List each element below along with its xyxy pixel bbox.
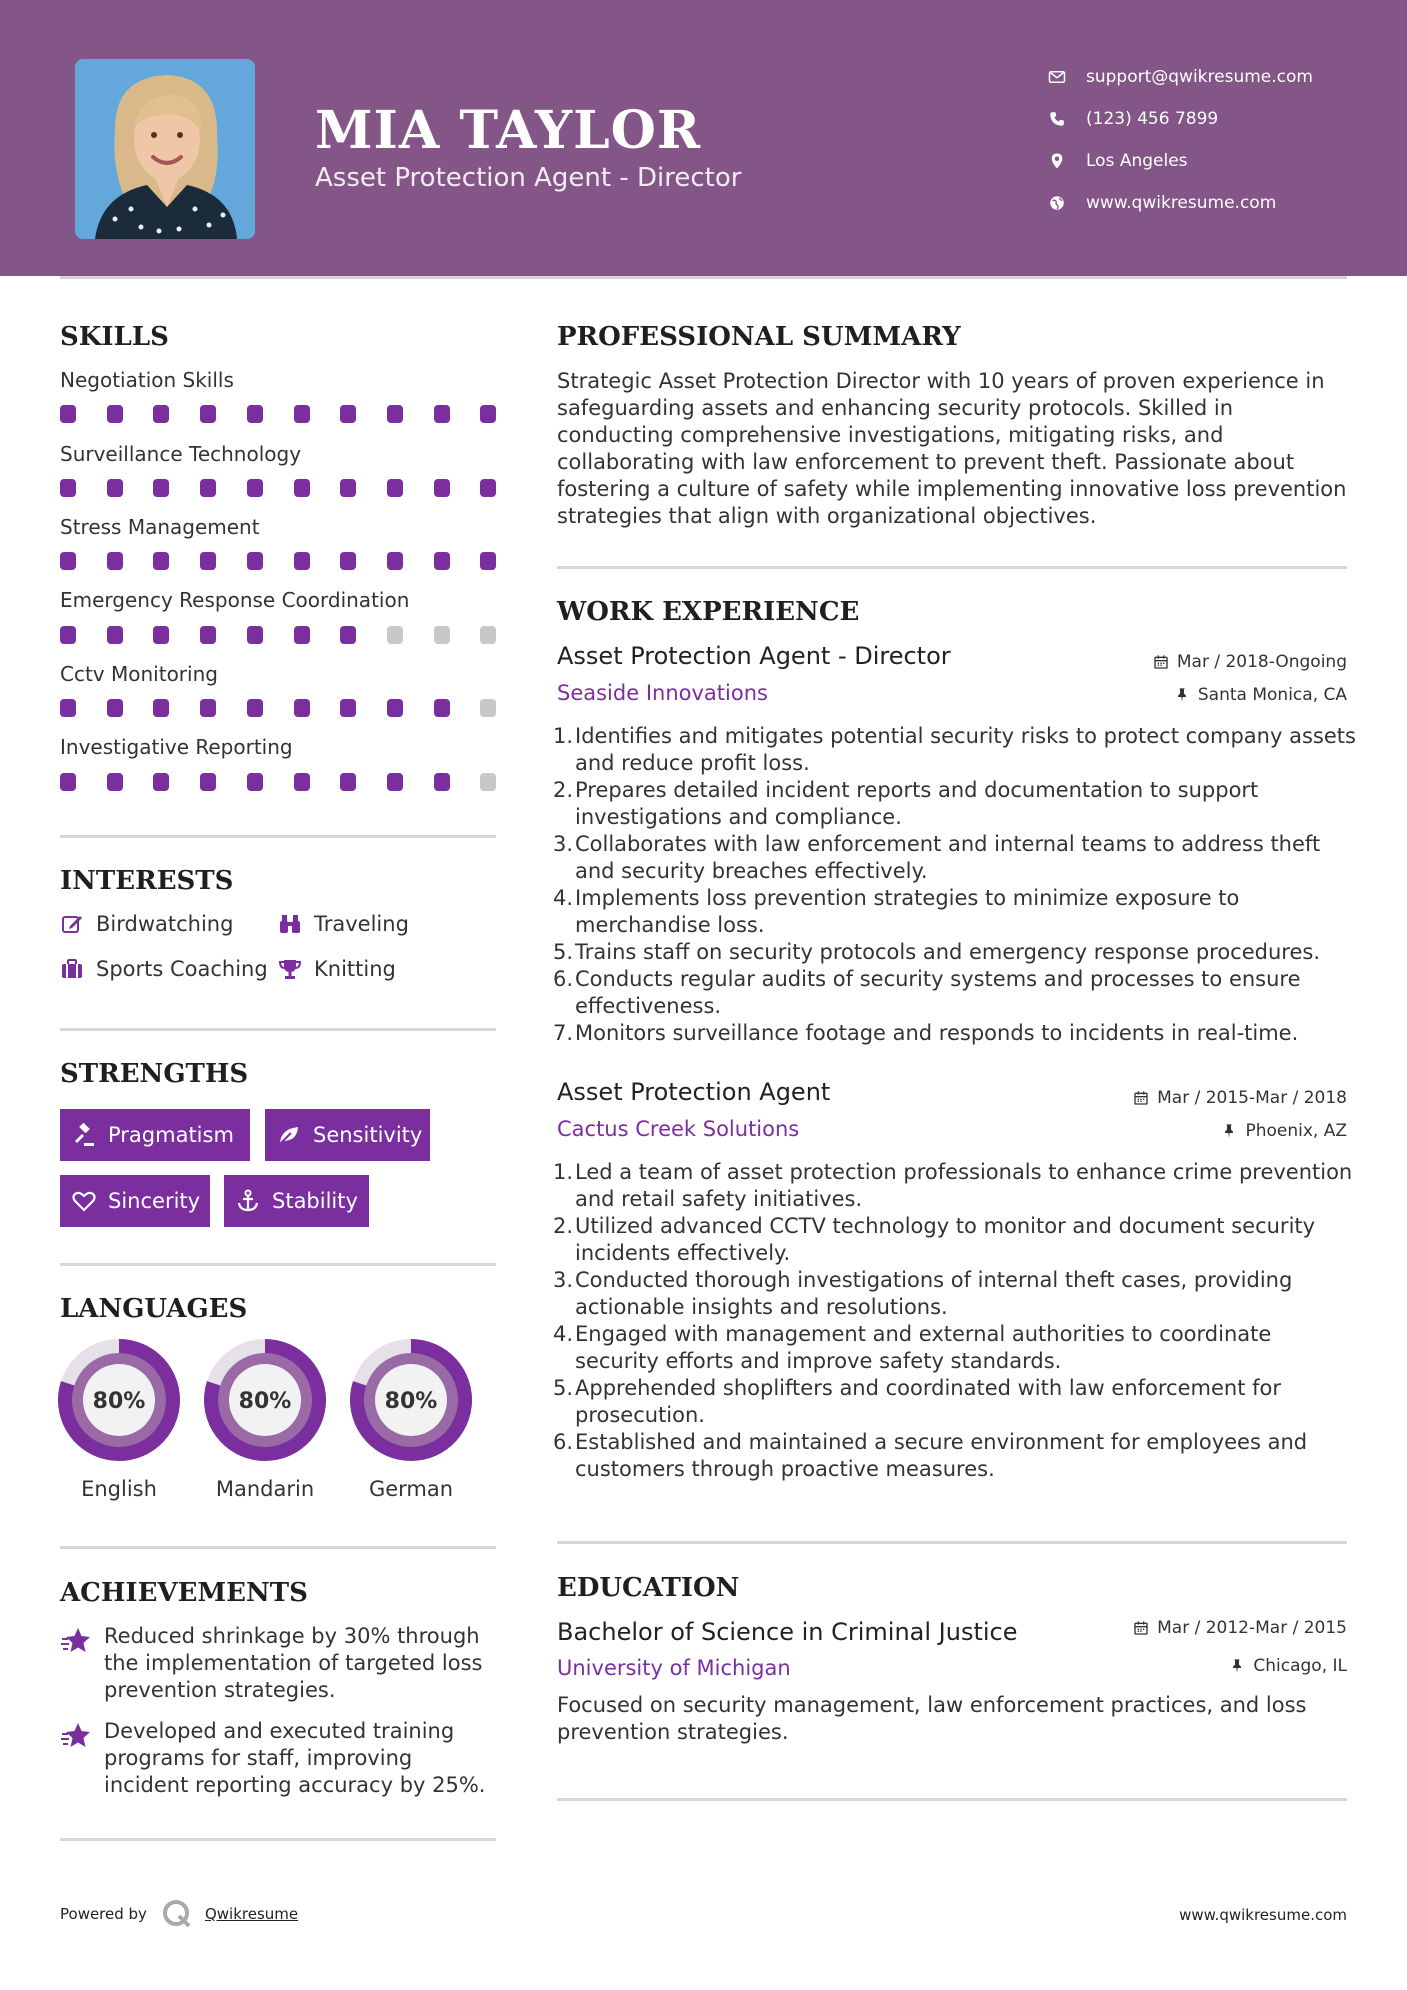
star-icon [60,1625,92,1657]
trophy-icon [278,957,302,981]
skill-dot [480,479,496,497]
job-location-text: Phoenix, AZ [1245,1121,1347,1141]
language-ring [58,1339,180,1461]
skill-dot [107,479,123,497]
interests-heading: INTERESTS [60,866,234,896]
language-percent: 80% [384,1389,438,1414]
job-title: Asset Protection Agent - Director [557,642,951,670]
job-bullet: 4. Engaged with management and external authorities to coordinate security efforts and improve safety standards. [553,1322,1272,1373]
job-bullet: 6. Established and maintained a secure environment for employees and customers through proactive measures. [553,1430,1308,1481]
language-item [58,1339,180,1501]
skill-name: Investigative Reporting [60,735,293,759]
section-divider [60,1838,496,1841]
skill-dot [387,773,403,791]
skill-dot [60,626,76,644]
gavel-icon [72,1123,96,1147]
contact-list [1048,56,1313,224]
achievements-heading: ACHIEVEMENTS [60,1578,308,1608]
job-location [1221,1121,1347,1141]
candidate-role: Asset Protection Agent - Director [315,163,742,193]
pushpin-icon [1229,1658,1245,1674]
heart-icon [72,1189,96,1213]
skill-dot [107,626,123,644]
skill-dot [434,479,450,497]
skill-rating [60,479,496,497]
skill-dot [60,699,76,717]
skill-dot [200,699,216,717]
section-divider [557,1541,1347,1544]
section-divider [557,1798,1347,1801]
skill-dot [294,552,310,570]
skill-dot [340,479,356,497]
skill-dot [480,552,496,570]
education-dates [1133,1618,1347,1638]
location-pin-icon [1048,152,1066,170]
job-bullet: 4. Implements loss prevention strategies to minimize exposure to merchandise loss. [553,886,1240,937]
skill-rating [60,773,496,791]
education-school: University of Michigan [557,1656,791,1680]
calendar-icon [1153,654,1169,670]
footer-powered-by [60,1898,298,1930]
education-dates-text: Mar / 2012-Mar / 2015 [1157,1618,1347,1638]
language-item [204,1339,326,1501]
skill-dot [294,773,310,791]
strength-badge [224,1175,369,1227]
skill-dot [247,773,263,791]
skill-dot [153,552,169,570]
section-divider [60,1028,496,1031]
skill-dot [294,405,310,423]
skill-dot [107,773,123,791]
pushpin-icon [1174,687,1190,703]
header-divider [60,276,1347,279]
skill-dot [387,479,403,497]
skill-dot [480,699,496,717]
binoculars-icon [278,912,302,936]
section-divider [60,1263,496,1266]
star-icon [60,1720,92,1752]
pushpin-icon [1221,1123,1237,1139]
language-name: Mandarin [215,1477,315,1501]
qwikresume-logo-icon [161,1898,193,1930]
achievement-text: Reduced shrinkage by 30% through the implementation of targeted loss prevention strategies. [104,1624,483,1702]
skill-dot [340,699,356,717]
interest-label: Sports Coaching [96,957,268,981]
job-dates [1133,1088,1347,1108]
interest-item [278,957,396,981]
skill-dot [200,773,216,791]
calendar-icon [1133,1620,1149,1636]
skill-dot [434,552,450,570]
strength-badge [60,1175,210,1227]
candidate-name: MIA TAYLOR [315,100,702,161]
skill-dot [107,699,123,717]
skill-rating [60,626,496,644]
skill-rating [60,552,496,570]
skill-dot [480,405,496,423]
powered-by-label: Powered by [60,1905,147,1923]
skill-dot [434,626,450,644]
skill-dot [434,773,450,791]
contact-phone[interactable] [1048,98,1313,140]
skill-dot [247,479,263,497]
job-company: Cactus Creek Solutions [557,1117,800,1141]
skill-dot [153,405,169,423]
strength-label: Sensitivity [313,1123,423,1147]
skill-dot [60,405,76,423]
resume-header [0,0,1407,276]
contact-website-text: www.qwikresume.com [1086,193,1277,213]
contact-email-text: support@qwikresume.com [1086,67,1313,87]
skill-dot [153,626,169,644]
language-percent: 80% [238,1389,292,1414]
summary-text: Strategic Asset Protection Director with 10 years of proven experience in safeguarding assets and enhancing security protocols. Skilled in conducting comprehensive investigations, mitigating risks, and collaborating with law enforcement to prevent theft. Passionate about fostering a culture of safety while implementing innovative loss prevention strategies that align with organizational objectives. [557,369,1347,528]
skill-dot [434,405,450,423]
job-bullet: 5. Trains staff on security protocols and emergency response procedures. [553,940,1320,964]
language-ring [204,1339,326,1461]
education-heading: EDUCATION [557,1573,740,1603]
skill-dot [340,405,356,423]
job-company: Seaside Innovations [557,681,768,705]
job-dates [1153,652,1347,672]
job-bullet: 2. Utilized advanced CCTV technology to monitor and document security incidents effectively. [553,1214,1316,1265]
achievement-item [60,1623,500,1704]
language-name: German [368,1477,454,1501]
skill-dot [60,479,76,497]
job-dates-text: Mar / 2015-Mar / 2018 [1157,1088,1347,1108]
education-location-text: Chicago, IL [1253,1656,1347,1676]
skill-dot [247,552,263,570]
skills-heading: SKILLS [60,322,169,352]
language-name: English [81,1477,157,1501]
skill-dot [340,552,356,570]
job-bullets [553,1159,1357,1483]
job-bullet: 3. Conducted thorough investigations of internal theft cases, providing actionable insights and resolutions. [553,1268,1293,1319]
skill-dot [340,626,356,644]
education-location [1229,1656,1347,1676]
strength-badge [60,1109,250,1161]
summary-heading: PROFESSIONAL SUMMARY [557,322,961,352]
skill-dot [340,773,356,791]
skill-dot [434,699,450,717]
section-divider [557,566,1347,569]
skill-dot [200,479,216,497]
qwikresume-link[interactable]: Qwikresume [204,1905,299,1923]
interest-item [60,912,233,936]
skill-dot [387,626,403,644]
skill-rating [60,405,496,423]
section-divider [60,1546,496,1549]
skill-dot [200,552,216,570]
profile-photo [75,59,255,239]
education-description: Focused on security management, law enforcement practices, and loss prevention strategies. [557,1693,1307,1744]
achievement-text: Developed and executed training programs for staff, improving incident reporting accuracy by 25%. [104,1719,486,1797]
interest-label: Traveling [314,912,409,936]
interest-item [60,957,268,981]
skill-dot [153,479,169,497]
achievement-item [60,1718,500,1799]
job-bullet: 7. Monitors surveillance footage and responds to incidents in real-time. [553,1021,1299,1045]
calendar-icon [1133,1090,1149,1106]
skill-dot [200,626,216,644]
skill-dot [387,699,403,717]
globe-icon [1048,194,1066,212]
pencil-square-icon [60,912,84,936]
strength-badge [265,1109,430,1161]
skill-dot [107,552,123,570]
envelope-icon [1048,68,1066,86]
interest-label: Birdwatching [96,912,234,936]
skill-name: Stress Management [60,515,260,539]
leaf-icon [277,1123,301,1147]
anchor-icon [236,1189,260,1213]
skill-dot [294,479,310,497]
job-location-text: Santa Monica, CA [1197,685,1347,705]
strength-label: Pragmatism [108,1123,234,1147]
skill-dot [294,699,310,717]
language-percent: 80% [92,1389,146,1414]
contact-email[interactable] [1048,56,1313,98]
job-bullet: 1. Identifies and mitigates potential security risks to protect company assets and reduce profit loss. [553,724,1356,775]
skill-dot [247,699,263,717]
job-bullet: 3. Collaborates with law enforcement and internal teams to address theft and security breaches effectively. [553,832,1321,883]
briefcase-icon [60,957,84,981]
skill-name: Emergency Response Coordination [60,588,410,612]
experience-heading: WORK EXPERIENCE [557,597,860,627]
language-item [350,1339,472,1501]
job-bullet: 2. Prepares detailed incident reports and documentation to support investigations and compliance. [553,778,1259,829]
skill-name: Cctv Monitoring [60,662,218,686]
contact-phone-text: (123) 456 7899 [1086,109,1219,129]
skill-dot [153,773,169,791]
job-bullet: 5. Apprehended shoplifters and coordinated with law enforcement for prosecution. [553,1376,1281,1427]
portrait-image [75,59,255,239]
education-degree: Bachelor of Science in Criminal Justice [557,1618,1018,1646]
skill-dot [480,773,496,791]
skill-dot [387,405,403,423]
phone-icon [1048,110,1066,128]
skill-name: Surveillance Technology [60,442,302,466]
job-bullet: 1. Led a team of asset protection professionals to enhance crime prevention and retail safety initiatives. [553,1160,1353,1211]
skill-name: Negotiation Skills [60,368,234,392]
job-bullets [553,723,1357,1047]
language-ring [350,1339,472,1461]
skill-dot [294,626,310,644]
skill-dot [60,773,76,791]
job-dates-text: Mar / 2018-Ongoing [1176,652,1347,672]
interest-label: Knitting [314,957,396,981]
section-divider [60,835,496,838]
languages-heading: LANGUAGES [60,1294,248,1324]
footer-url[interactable]: www.qwikresume.com [1179,1906,1347,1924]
strengths-heading: STRENGTHS [60,1059,249,1089]
skill-dot [153,699,169,717]
job-bullet: 6. Conducts regular audits of security systems and processes to ensure effectiveness. [553,967,1301,1018]
skill-dot [387,552,403,570]
skill-dot [247,626,263,644]
skill-dot [200,405,216,423]
contact-website[interactable] [1048,182,1313,224]
skill-dot [480,626,496,644]
skill-dot [247,405,263,423]
strength-label: Stability [272,1189,358,1213]
skill-dot [107,405,123,423]
contact-location-text: Los Angeles [1086,151,1188,171]
job-title: Asset Protection Agent [557,1078,831,1106]
job-location [1174,685,1347,705]
interest-item [278,912,409,936]
contact-location [1048,140,1313,182]
skill-rating [60,699,496,717]
strength-label: Sincerity [108,1189,201,1213]
skill-dot [60,552,76,570]
